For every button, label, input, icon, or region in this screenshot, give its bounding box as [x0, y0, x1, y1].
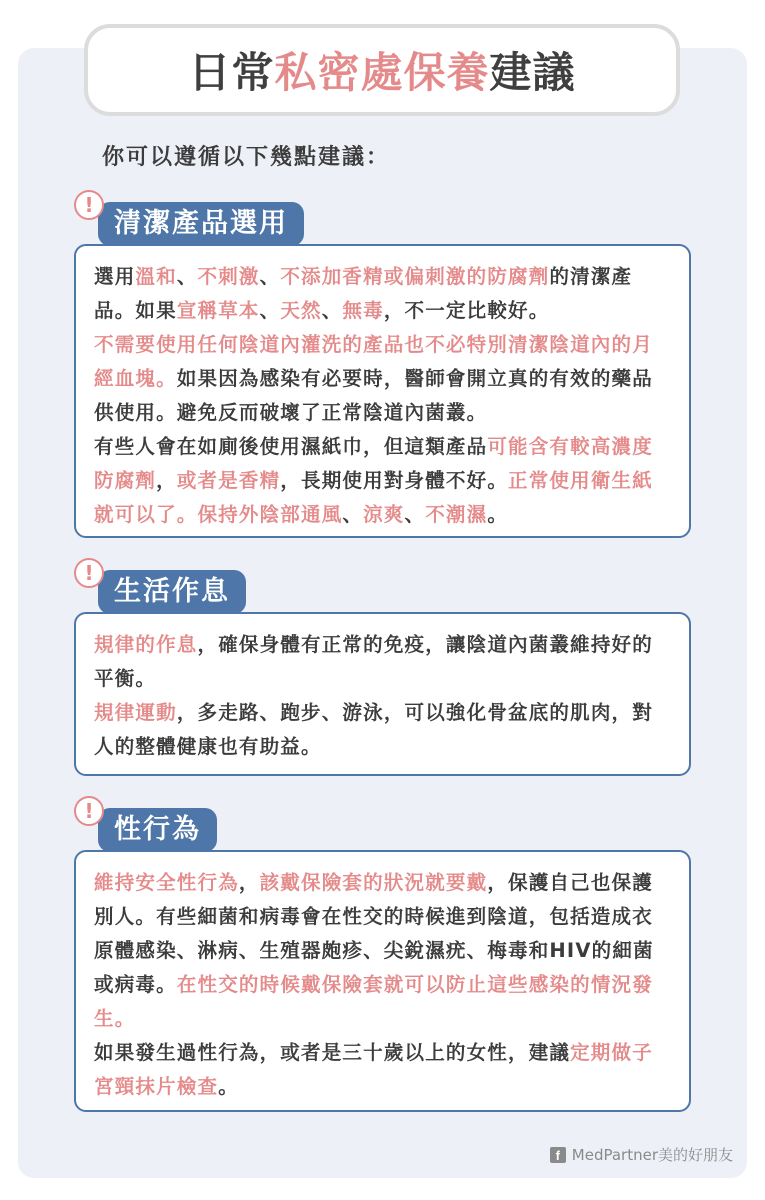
- facebook-icon: f: [550, 1147, 566, 1163]
- body-text: 。: [487, 503, 509, 526]
- section-tag: 清潔產品選用: [98, 202, 304, 246]
- highlight-text: 不需要使用任何陰道內灌洗的產品也不必特別清潔陰道內的月經血塊。: [94, 333, 653, 390]
- section-card: [74, 612, 691, 776]
- body-text: ，保護自己也保護別人。有些細菌和病毒會在性交的時候進到陰道，包括造成衣原體感染、淋病、生殖器皰疹、尖銳濕疣、梅毒和HIV的細菌或病毒。: [94, 871, 654, 996]
- highlight-text: 可能含有較高濃度防腐劑: [94, 435, 653, 492]
- paragraph: [94, 328, 671, 430]
- body-text: ，: [238, 871, 260, 894]
- highlight-text: 無毒: [342, 299, 384, 322]
- highlight-text: 不刺激: [197, 265, 260, 288]
- body-text: 如果因為感染有必要時，醫師會開立真的有效的藥品供使用。避免反而破壞了正常陰道內菌叢。: [94, 367, 653, 424]
- page-title: [84, 24, 680, 116]
- highlight-text: 宣稱草本: [176, 299, 260, 322]
- body-text: 。: [218, 1075, 239, 1098]
- paragraph: [94, 866, 671, 1036]
- paragraph: [94, 430, 671, 532]
- section-card: [74, 850, 691, 1112]
- highlight-text: 不添加香精或偏刺激的防腐劑: [280, 265, 550, 288]
- body-text: 、: [404, 503, 426, 526]
- body-text: ，多走路、跑步、游泳，可以強化骨盆底的肌肉，對人的整體健康也有助益。: [94, 701, 653, 758]
- body-text: 、: [321, 299, 343, 322]
- body-text: 、: [342, 503, 364, 526]
- body-text: 、: [176, 265, 198, 288]
- footer-text: MedPartner美的好朋友: [571, 1146, 733, 1164]
- highlight-text: 天然: [280, 299, 322, 322]
- highlight-text: 溫和: [135, 265, 177, 288]
- paragraph: [94, 1036, 671, 1104]
- body-text: ，不一定比較好。: [383, 299, 550, 322]
- title-part-2: 私密處保養: [274, 48, 490, 97]
- highlight-text: 規律運動: [94, 701, 177, 724]
- body-text: ，長期使用對身體不好。: [280, 469, 509, 492]
- section-tag: 生活作息: [98, 570, 246, 614]
- exclamation-icon: !: [74, 190, 104, 220]
- exclamation-icon: !: [74, 558, 104, 588]
- body-text: 有些人會在如廁後使用濕紙巾，但這類產品: [94, 435, 488, 458]
- highlight-text: 在性交的時候戴保險套就可以防止這些感染的情況發生。: [94, 973, 653, 1030]
- body-text: ，: [156, 469, 177, 492]
- section-tag: 性行為: [98, 808, 217, 852]
- body-text: 如果發生過性行為，或者是三十歲以上的女性，建議: [94, 1041, 571, 1064]
- title-part-1: 日常: [188, 48, 275, 97]
- paragraph: [94, 260, 671, 328]
- highlight-text: 或者是香精: [176, 469, 281, 492]
- body-text: 選用: [94, 265, 136, 288]
- body-text: 的清潔產品。如果: [94, 265, 633, 322]
- section-card: [74, 244, 691, 538]
- footer-credit: [550, 1144, 733, 1165]
- body-text: 、: [259, 299, 281, 322]
- highlight-text: 不潮濕: [425, 503, 488, 526]
- highlight-text: 涼爽: [363, 503, 405, 526]
- body-text: ，確保身體有正常的免疫，讓陰道內菌叢維持好的平衡。: [94, 633, 653, 690]
- exclamation-icon: !: [74, 796, 104, 826]
- highlight-text: 定期做子宮頸抹片檢查: [94, 1041, 653, 1098]
- highlight-text: 該戴保險套的狀況就要戴: [259, 871, 488, 894]
- title-part-3: 建議: [489, 48, 576, 97]
- highlight-text: 維持安全性行為: [94, 871, 239, 894]
- highlight-text: 規律的作息: [94, 633, 198, 656]
- body-text: 、: [259, 265, 281, 288]
- paragraph: [94, 696, 671, 764]
- highlight-text: 正常使用衛生紙就可以了。保持外陰部通風: [94, 469, 653, 526]
- paragraph: [94, 628, 671, 696]
- intro-text: 你可以遵循以下幾點建議：: [102, 145, 391, 170]
